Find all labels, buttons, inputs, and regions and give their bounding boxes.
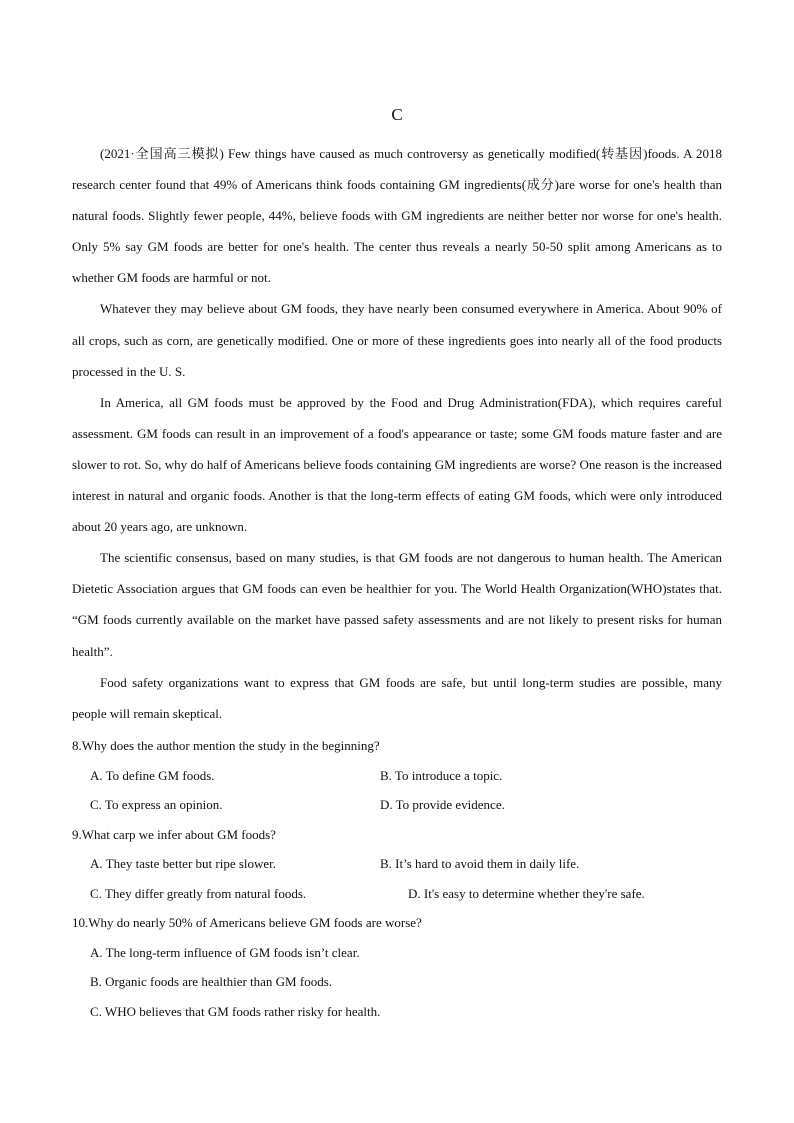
passage-paragraph: In America, all GM foods must be approved by the Food and Drug Administration(FDA), which requires careful assessment. GM foods can result in an improvement of a food's appearance or taste; some GM foods mature faster and are slower to rot. So, why do half of Americans believe foods containing GM ingredients are worse? One reason is the increased interest in natural and organic foods. Another is that the long-term effects of eating GM foods, which were only introduced about 20 years ago, are unknown. [72,394,722,535]
question-list [72,731,722,1026]
passage-paragraph: Whatever they may believe about GM foods, they have nearly been consumed everywhere in America. About 90% of all crops, such as corn, are genetically modified. One or more of these ingredients goes into nearly all of the food products processed in the U. S. [72,301,722,379]
passage-paragraph: The scientific consensus, based on many studies, is that GM foods are not dangerous to human health. The American Dietetic Association argues that GM foods can even be healthier for you. The World Health Organization(WHO)states that. “GM foods currently available on the market have passed safety assessments and are not likely to present risks for human health”. [72,550,722,659]
option-row [72,879,722,909]
option-row [72,790,722,820]
option-a: A. The long-term influence of GM foods isn’t clear. [90,944,360,960]
question-stem: 10.Why do nearly 50% of Americans believe GM foods are worse? [72,915,422,930]
option-c: C. WHO believes that GM foods rather risky for health. [90,1003,381,1019]
option-b: B. To introduce a topic. [380,767,503,783]
option-row [72,761,722,791]
option-b: B. Organic foods are healthier than GM foods. [90,974,333,989]
option-a: A. To define GM foods. [90,767,215,783]
passage-paragraph: (2021·全国高三模拟) Few things have caused as much controversy as genetically modified(转基因)foods. A 2018 research center found that 49% of Americans think foods containing GM ingredients(成分)are worse for one's health than natural foods. Slightly fewer people, 44%, believe foods with GM ingredients are neither better nor worse for one's health. Only 5% say GM foods are better for one's health. The center thus reveals a nearly 50-50 split among Americans as to whether GM foods are harmful or not. [72,146,722,286]
option-d: D. It's easy to determine whether they're safe. [408,885,645,901]
option-b: B. It’s hard to avoid them in daily life. [380,856,580,871]
reading-passage [72,138,722,729]
option-d: D. To provide evidence. [380,797,505,812]
option-c: C. They differ greatly from natural foods. [90,885,307,901]
section-title: C [391,105,403,124]
question-stem: 8.Why does the author mention the study in the beginning? [72,738,380,753]
passage-paragraph: Food safety organizations want to express that GM foods are safe, but until long-term studies are possible, many people will remain skeptical. [72,674,722,721]
option-row [72,849,722,879]
option-a: A. They taste better but ripe slower. [90,856,277,871]
option-c: C. To express an opinion. [90,797,223,812]
question-stem: 9.What carp we infer about GM foods? [72,826,276,842]
